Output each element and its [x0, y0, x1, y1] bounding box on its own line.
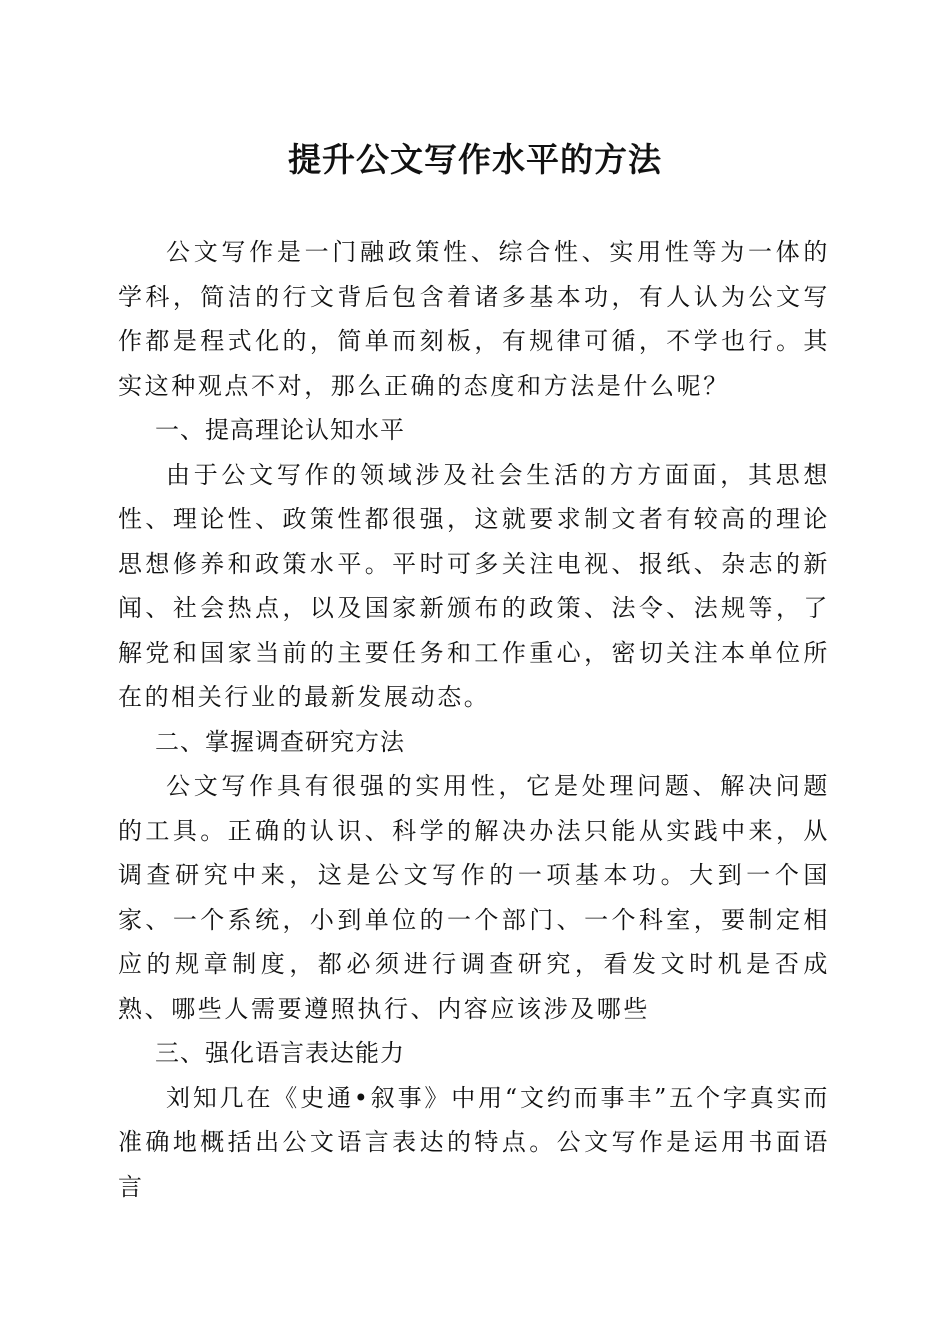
- section-heading-3: 三、强化语言表达能力: [155, 1039, 405, 1067]
- intro-paragraph: 公文写作是一门融政策性、综合性、实用性等为一体的学科，简洁的行文背后包含着诸多基本功，有人认为公文写作都是程式化的，简单而刻板，有规律可循，不学也行。其实这种观点不对，那么正确的态度和方法是什么呢？: [118, 238, 830, 400]
- document-title: 提升公文写作水平的方法: [288, 140, 662, 179]
- document-body: [118, 230, 830, 1209]
- section-paragraph-3: 刘知几在《史通•叙事》中用“文约而事丰”五个字真实而准确地概括出公文语言表达的特点。公文写作是运用书面语言: [118, 1083, 830, 1201]
- section-heading-2: 二、掌握调查研究方法: [155, 727, 405, 756]
- section-paragraph-2: 公文写作具有很强的实用性，它是处理问题、解决问题的工具。正确的认识、科学的解决办法只能从实践中来，从调查研究中来，这是公文写作的一项基本功。大到一个国家、一个系统，小到单位的一个部门、一个科室，要制定相应的规章制度，都必须进行调查研究，看发文时机是否成熟、哪些人需要遵照执行、内容应该涉及哪些: [118, 772, 830, 1023]
- section-paragraph-1: 由于公文写作的领域涉及社会生活的方方面面，其思想性、理论性、政策性都很强，这就要求制文者有较高的理论思想修养和政策水平。平时可多关注电视、报纸、杂志的新闻、社会热点，以及国家新颁布的政策、法令、法规等，了解党和国家当前的主要任务和工作重心，密切关注本单位所在的相关行业的最新发展动态。: [118, 460, 830, 711]
- section-heading-1: 一、提高理论认知水平: [155, 416, 405, 444]
